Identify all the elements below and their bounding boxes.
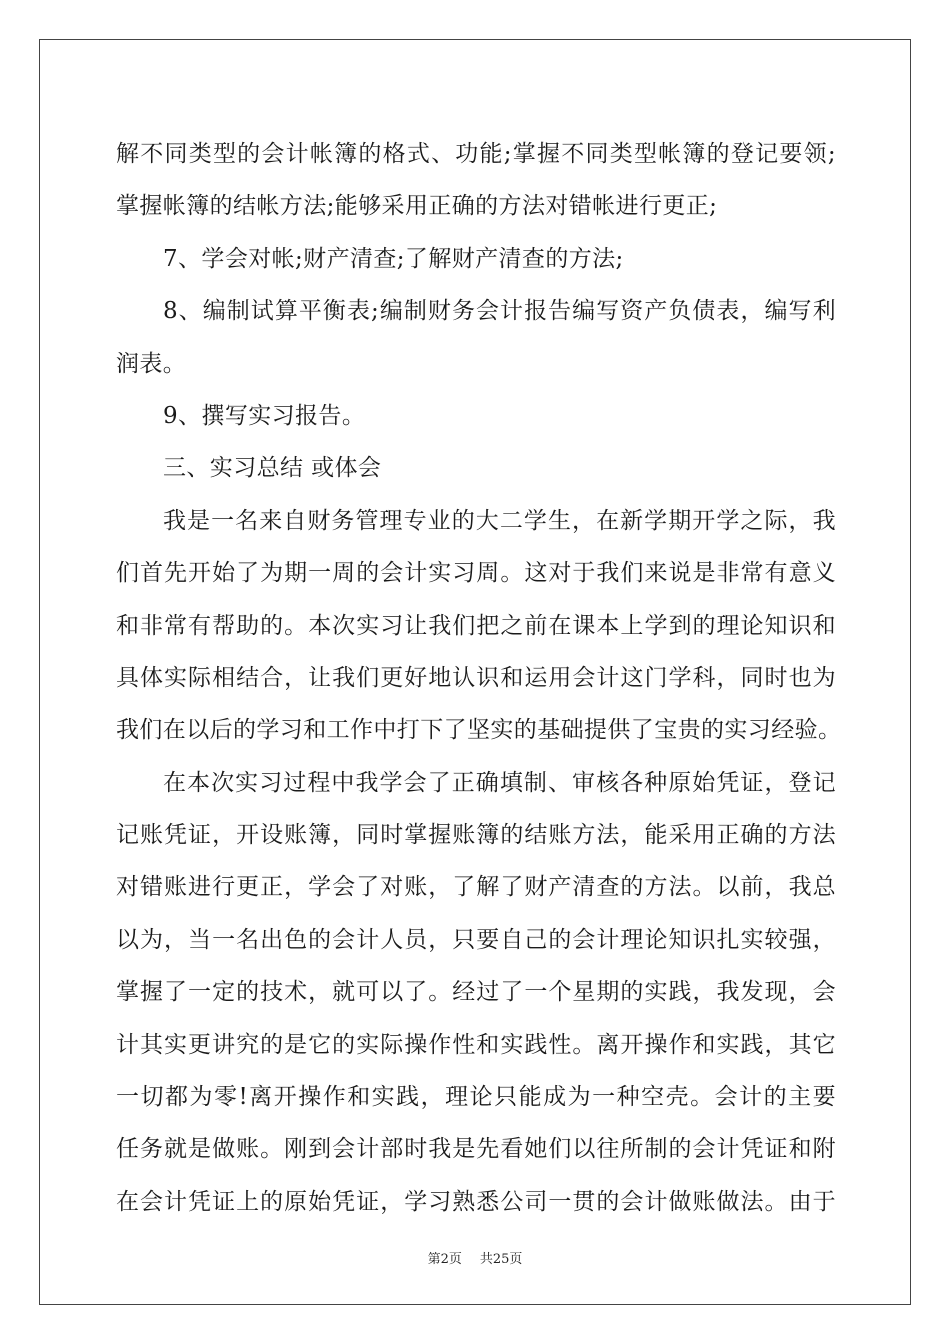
text-line: 们首先开始了为期一周的会计实习周。这对于我们来说是非常有意义 [116,560,836,587]
document-body [116,128,842,1228]
text-line: 掌握了一定的技术，就可以了。经过了一个星期的实践，我发现，会 [116,979,836,1006]
text-line: 记账凭证，开设账簿，同时掌握账簿的结账方法，能采用正确的方法 [116,822,836,849]
text-line: 一切都为零!离开操作和实践，理论只能成为一种空壳。会计的主要 [116,1084,836,1111]
text-line: 以为，当一名出色的会计人员，只要自己的会计理论知识扎实较强， [116,926,836,953]
text-line: 任务就是做账。刚到会计部时我是先看她们以往所制的会计凭证和附 [116,1136,836,1163]
text-line: 7、学会对帐;财产清查;了解财产清查的方法; [163,245,624,272]
text-line: 解不同类型的会计帐簿的格式、功能;掌握不同类型帐簿的登记要领; [116,141,836,167]
text-line: 计其实更讲究的是它的实际操作性和实践性。离开操作和实践，其它 [116,1031,836,1058]
text-line: 在会计凭证上的原始凭证，学习熟悉公司一贯的会计做账做法。由于 [116,1188,836,1215]
text-line: 我是一名来自财务管理专业的大二学生，在新学期开学之际，我 [163,507,836,534]
text-line: 9、撰写实习报告。 [163,402,366,429]
text-line: 8、编制试算平衡表;编制财务会计报告编写资产负债表，编写利 [163,298,836,325]
page-number: 第2页 [427,1252,462,1267]
text-line: 和非常有帮助的。本次实习让我们把之前在课本上学到的理论知识和 [116,612,836,639]
page-footer [0,1248,950,1267]
text-line: 对错账进行更正，学会了对账，了解了财产清查的方法。以前，我总 [116,874,836,901]
text-line: 具体实际相结合，让我们更好地认识和运用会计这门学科，同时也为 [116,664,836,691]
text-line: 在本次实习过程中我学会了正确填制、审核各种原始凭证，登记 [163,769,836,796]
section-heading: 三、实习总结 或体会 [163,455,382,482]
page-total: 共25页 [479,1252,523,1267]
text-line: 我们在以后的学习和工作中打下了坚实的基础提供了宝贵的实习经验。 [116,717,842,744]
text-line: 掌握帐簿的结帐方法;能够采用正确的方法对错帐进行更正; [116,193,718,220]
text-line: 润表。 [116,350,187,377]
